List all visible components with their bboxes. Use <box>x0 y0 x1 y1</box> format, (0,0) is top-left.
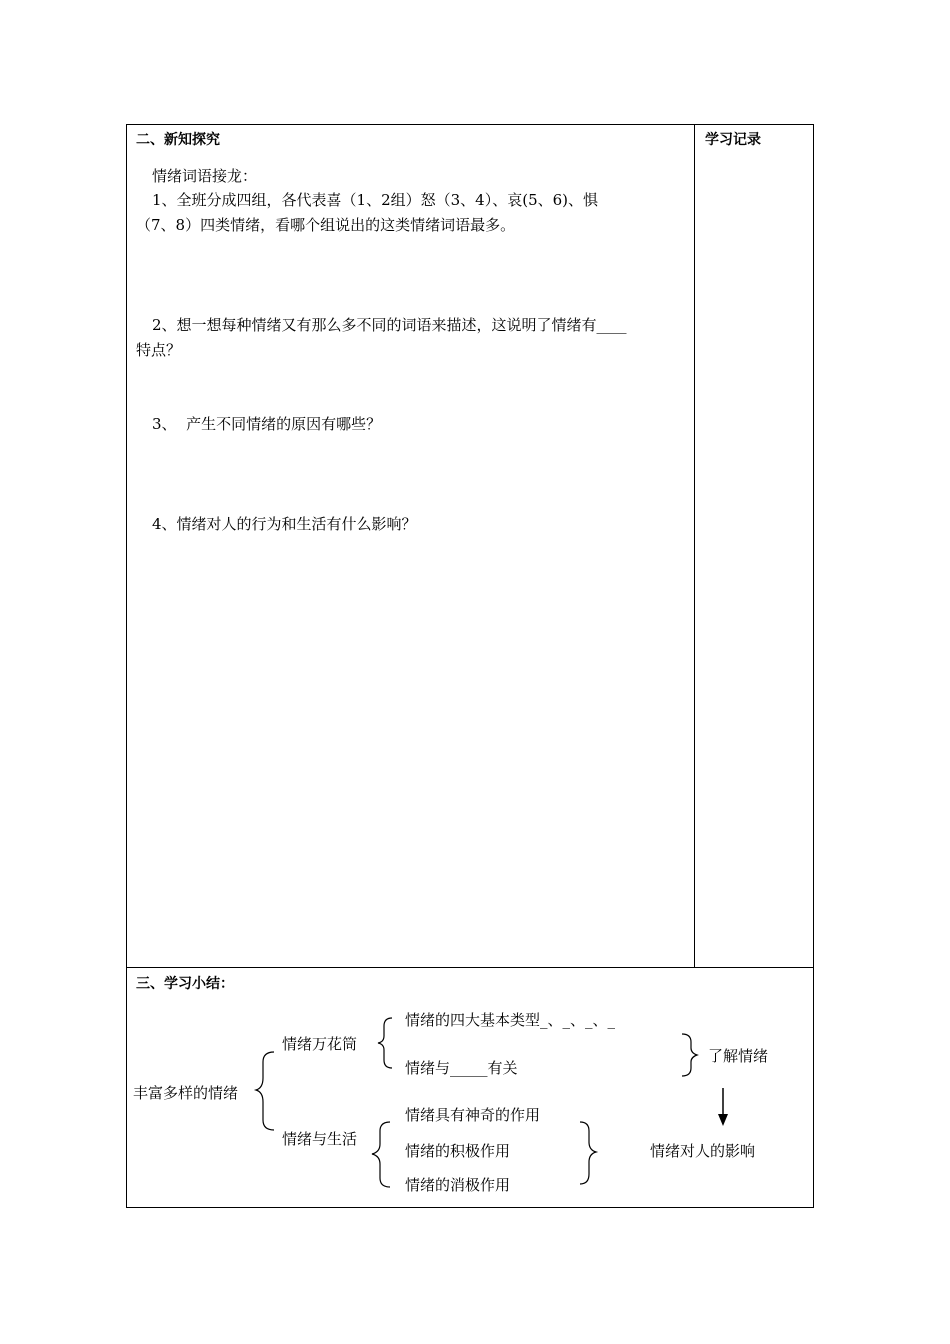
mindmap-root: 丰富多样的情绪 <box>133 1084 239 1102</box>
section2-title: 二、新知探究 <box>136 132 220 148</box>
right-label-understand: 了解情绪 <box>708 1047 769 1065</box>
section2-intro: 情绪词语接龙： <box>152 167 258 185</box>
branch-2-item-2: 情绪的积极作用 <box>405 1142 511 1160</box>
branch-1-item-2: 情绪与_____有关 <box>405 1059 518 1077</box>
right-label-influence: 情绪对人的影响 <box>650 1142 756 1160</box>
arrow-down-head <box>718 1114 728 1126</box>
brace-right-effects <box>580 1122 596 1184</box>
branch-2-label: 情绪与生活 <box>282 1130 358 1148</box>
question-3: 3、 产生不同情绪的原因有哪些？ <box>152 415 382 433</box>
question-4: 4、情绪对人的行为和生活有什么影响？ <box>152 515 417 533</box>
question-2-line-1: 2、想一想每种情绪又有那么多不同的词语来描述，这说明了情绪有____ <box>152 316 627 334</box>
question-1-line-1: 1、全班分成四组，各代表喜（1、2组）怒（3、4）、哀(5、6)、惧 <box>152 191 599 209</box>
branch-1-item-1: 情绪的四大基本类型_、_、_、_ <box>405 1011 616 1029</box>
brace-branch-2 <box>372 1122 390 1187</box>
brace-right-understand <box>682 1034 697 1076</box>
branch-2-item-3: 情绪的消极作用 <box>405 1176 511 1194</box>
brace-root <box>256 1052 274 1130</box>
question-2-line-2: 特点？ <box>136 341 182 359</box>
brace-branch-1 <box>378 1018 392 1068</box>
section3-title: 三、学习小结： <box>136 976 234 992</box>
branch-1-label: 情绪万花筒 <box>282 1035 358 1053</box>
study-notes-title: 学习记录 <box>705 132 761 148</box>
question-1-line-2: （7、8）四类情绪，看哪个组说出的这类情绪词语最多。 <box>136 216 516 234</box>
branch-2-item-1: 情绪具有神奇的作用 <box>405 1106 541 1124</box>
